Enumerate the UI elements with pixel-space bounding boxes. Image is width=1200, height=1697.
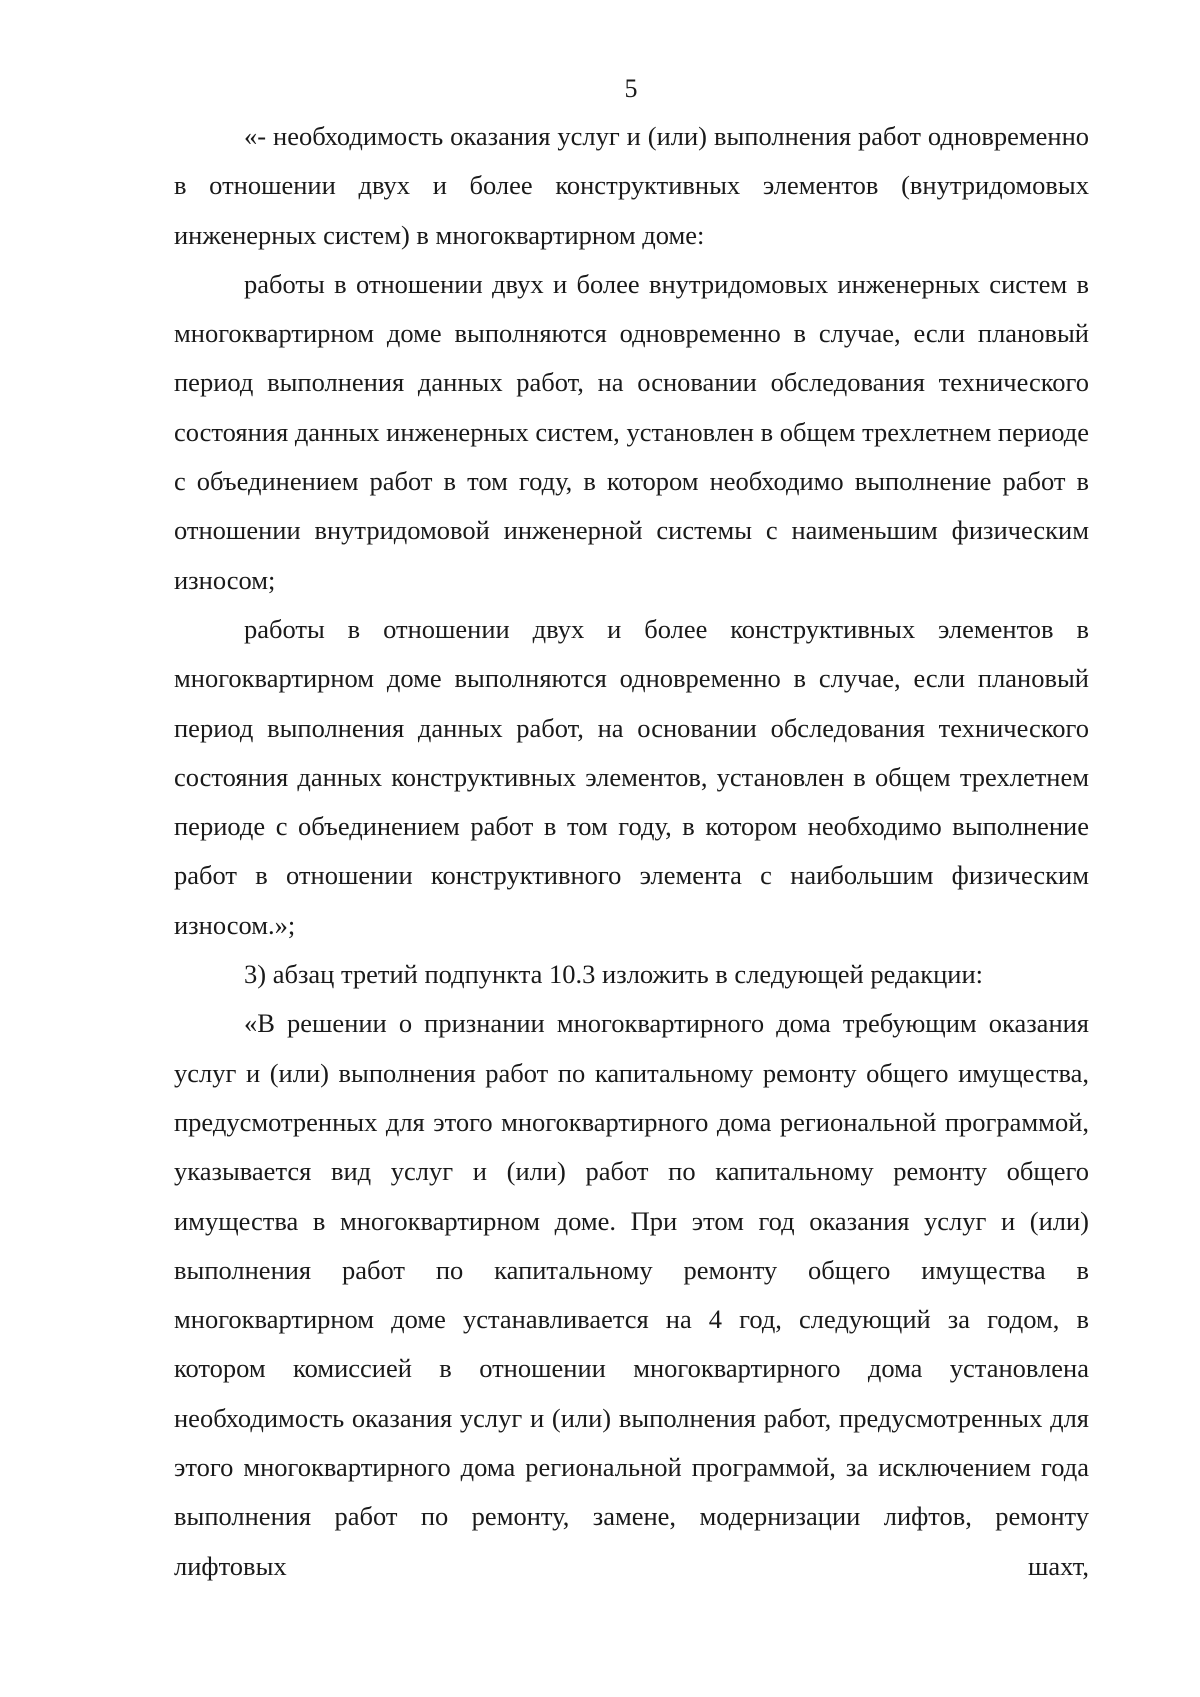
paragraph-structural-elements: работы в отношении двух и более конструктивных элементов в многоквартирном доме выполняются одновременно в случае, если плановый период выполнения данных работ, на основании обследования технического состояния данных конструктивных элементов, установлен в общем трехлетнем периоде с объединением работ в том году, в котором необходимо выполнение работ в отношении конструктивного элемента с наибольшим физическим износом.»; [174,613,1089,940]
paragraph-necessity: «- необходимость оказания услуг и (или) выполнения работ одновременно в отношении двух и более конструктивных элементов (внутридомовых инженерных систем) в многоквартирном доме: [174,121,1089,250]
paragraph-decision-text: «В решении о признании многоквартирного дома требующим оказания услуг и (или) выполнения работ по капитальному ремонту общего имущества, предусмотренных для этого многоквартирного дома региональной программой, указывается вид услуг и (или) работ по капитальному ремонту общего имущества в многоквартирном доме. При этом год оказания услуг и (или) выполнения работ по капитальному ремонту общего имущества в многоквартирном доме устанавливается на 4 год, следующий за годом, в котором комиссией в отношении многоквартирного дома установлена необходимость оказания услуг и (или) выполнения работ, предусмотренных для этого многоквартирного дома региональной программой, за исключением года выполнения работ по ремонту, замене, модернизации лифтов, ремонту лифтовых шахт, [174,1008,1089,1581]
page-number: 5 [624,74,638,103]
document-body [174,112,1089,1591]
paragraph-amendment-instruction: 3) абзац третий подпункта 10.3 изложить в следующей редакции: [244,959,984,990]
paragraph-engineering-systems: работы в отношении двух и более внутридомовых инженерных систем в многоквартирном доме выполняются одновременно в случае, если плановый период выполнения данных работ, на основании обследования технического состояния данных инженерных систем, установлен в общем трехлетнем периоде с объединением работ в том году, в котором необходимо выполнение работ в отношении внутридомовой инженерной системы с наименьшим физическим износом; [174,268,1089,595]
